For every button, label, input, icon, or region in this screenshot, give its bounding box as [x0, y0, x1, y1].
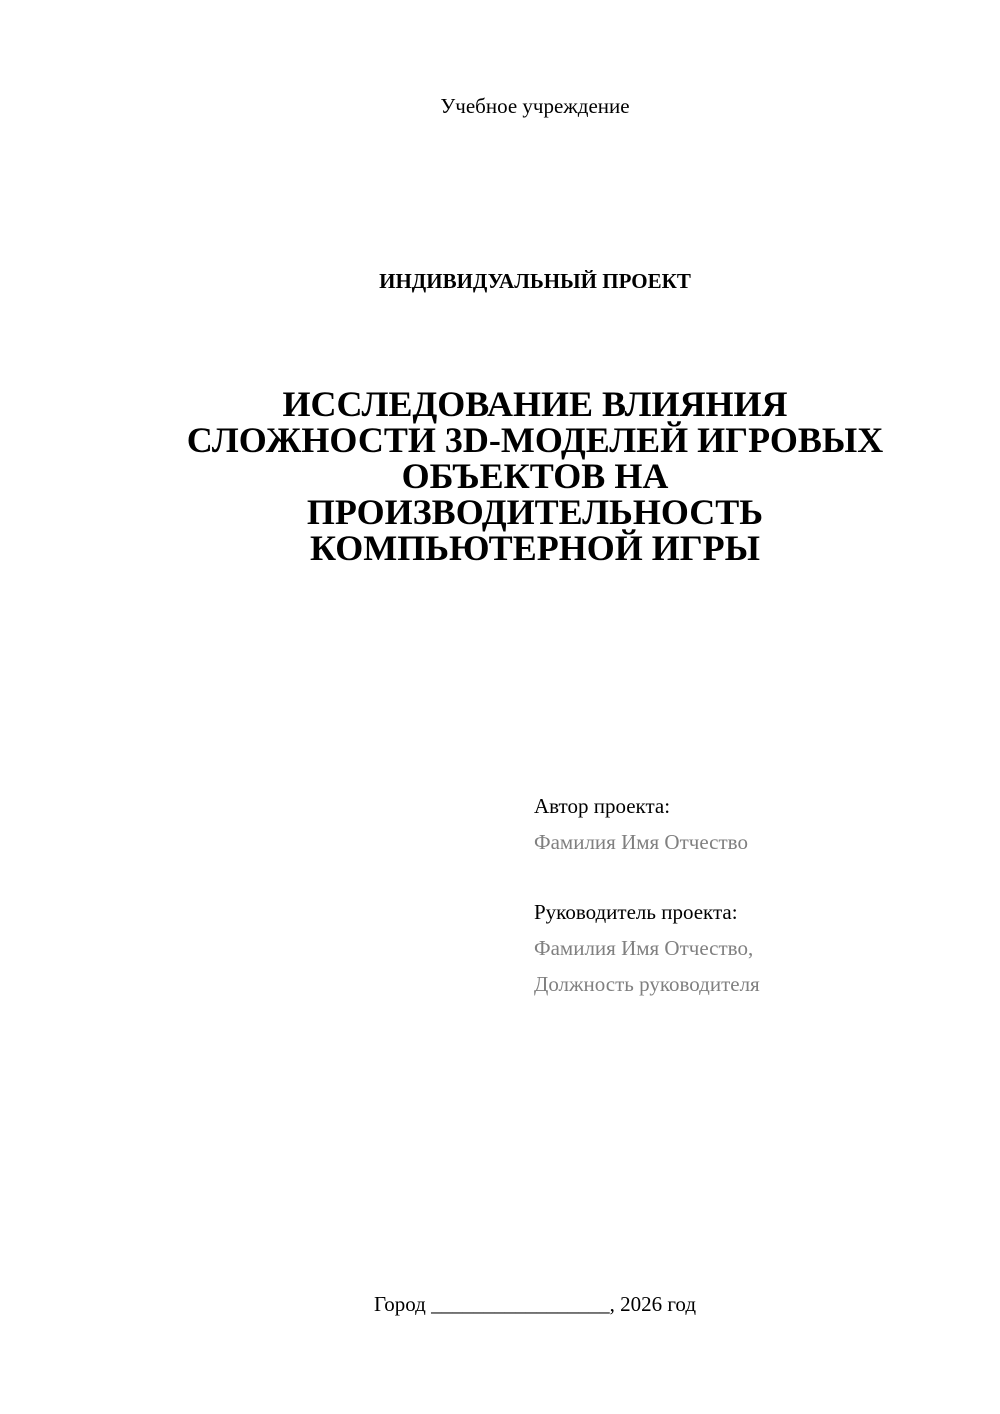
project-title-line: ПРОИЗВОДИТЕЛЬНОСТЬ: [306, 492, 764, 532]
supervisor-position: Должность руководителя: [534, 972, 760, 996]
credits-spacer: [534, 860, 974, 894]
project-type-heading: ИНДИВИДУАЛЬНЫЙ ПРОЕКТ: [379, 269, 691, 293]
supervisor-name: Фамилия Имя Отчество,: [534, 936, 754, 960]
project-title-line: ИССЛЕДОВАНИЕ ВЛИЯНИЯ: [282, 384, 788, 424]
project-title-line: КОМПЬЮТЕРНОЙ ИГРЫ: [310, 528, 760, 568]
project-title-line: ОБЪЕКТОВ НА: [401, 456, 669, 496]
author-name: Фамилия Имя Отчество: [534, 830, 748, 854]
author-label: Автор проекта:: [534, 794, 671, 818]
project-title-line: СЛОЖНОСТИ 3D-МОДЕЛЕЙ ИГРОВЫХ: [186, 420, 884, 460]
project-title: [150, 386, 920, 566]
supervisor-label: Руководитель проекта:: [534, 900, 738, 924]
city-year-line: Город _________________, 2026 год: [373, 1292, 697, 1316]
credits-block: [534, 788, 974, 1002]
institution-name: Учебное учреждение: [440, 94, 630, 118]
